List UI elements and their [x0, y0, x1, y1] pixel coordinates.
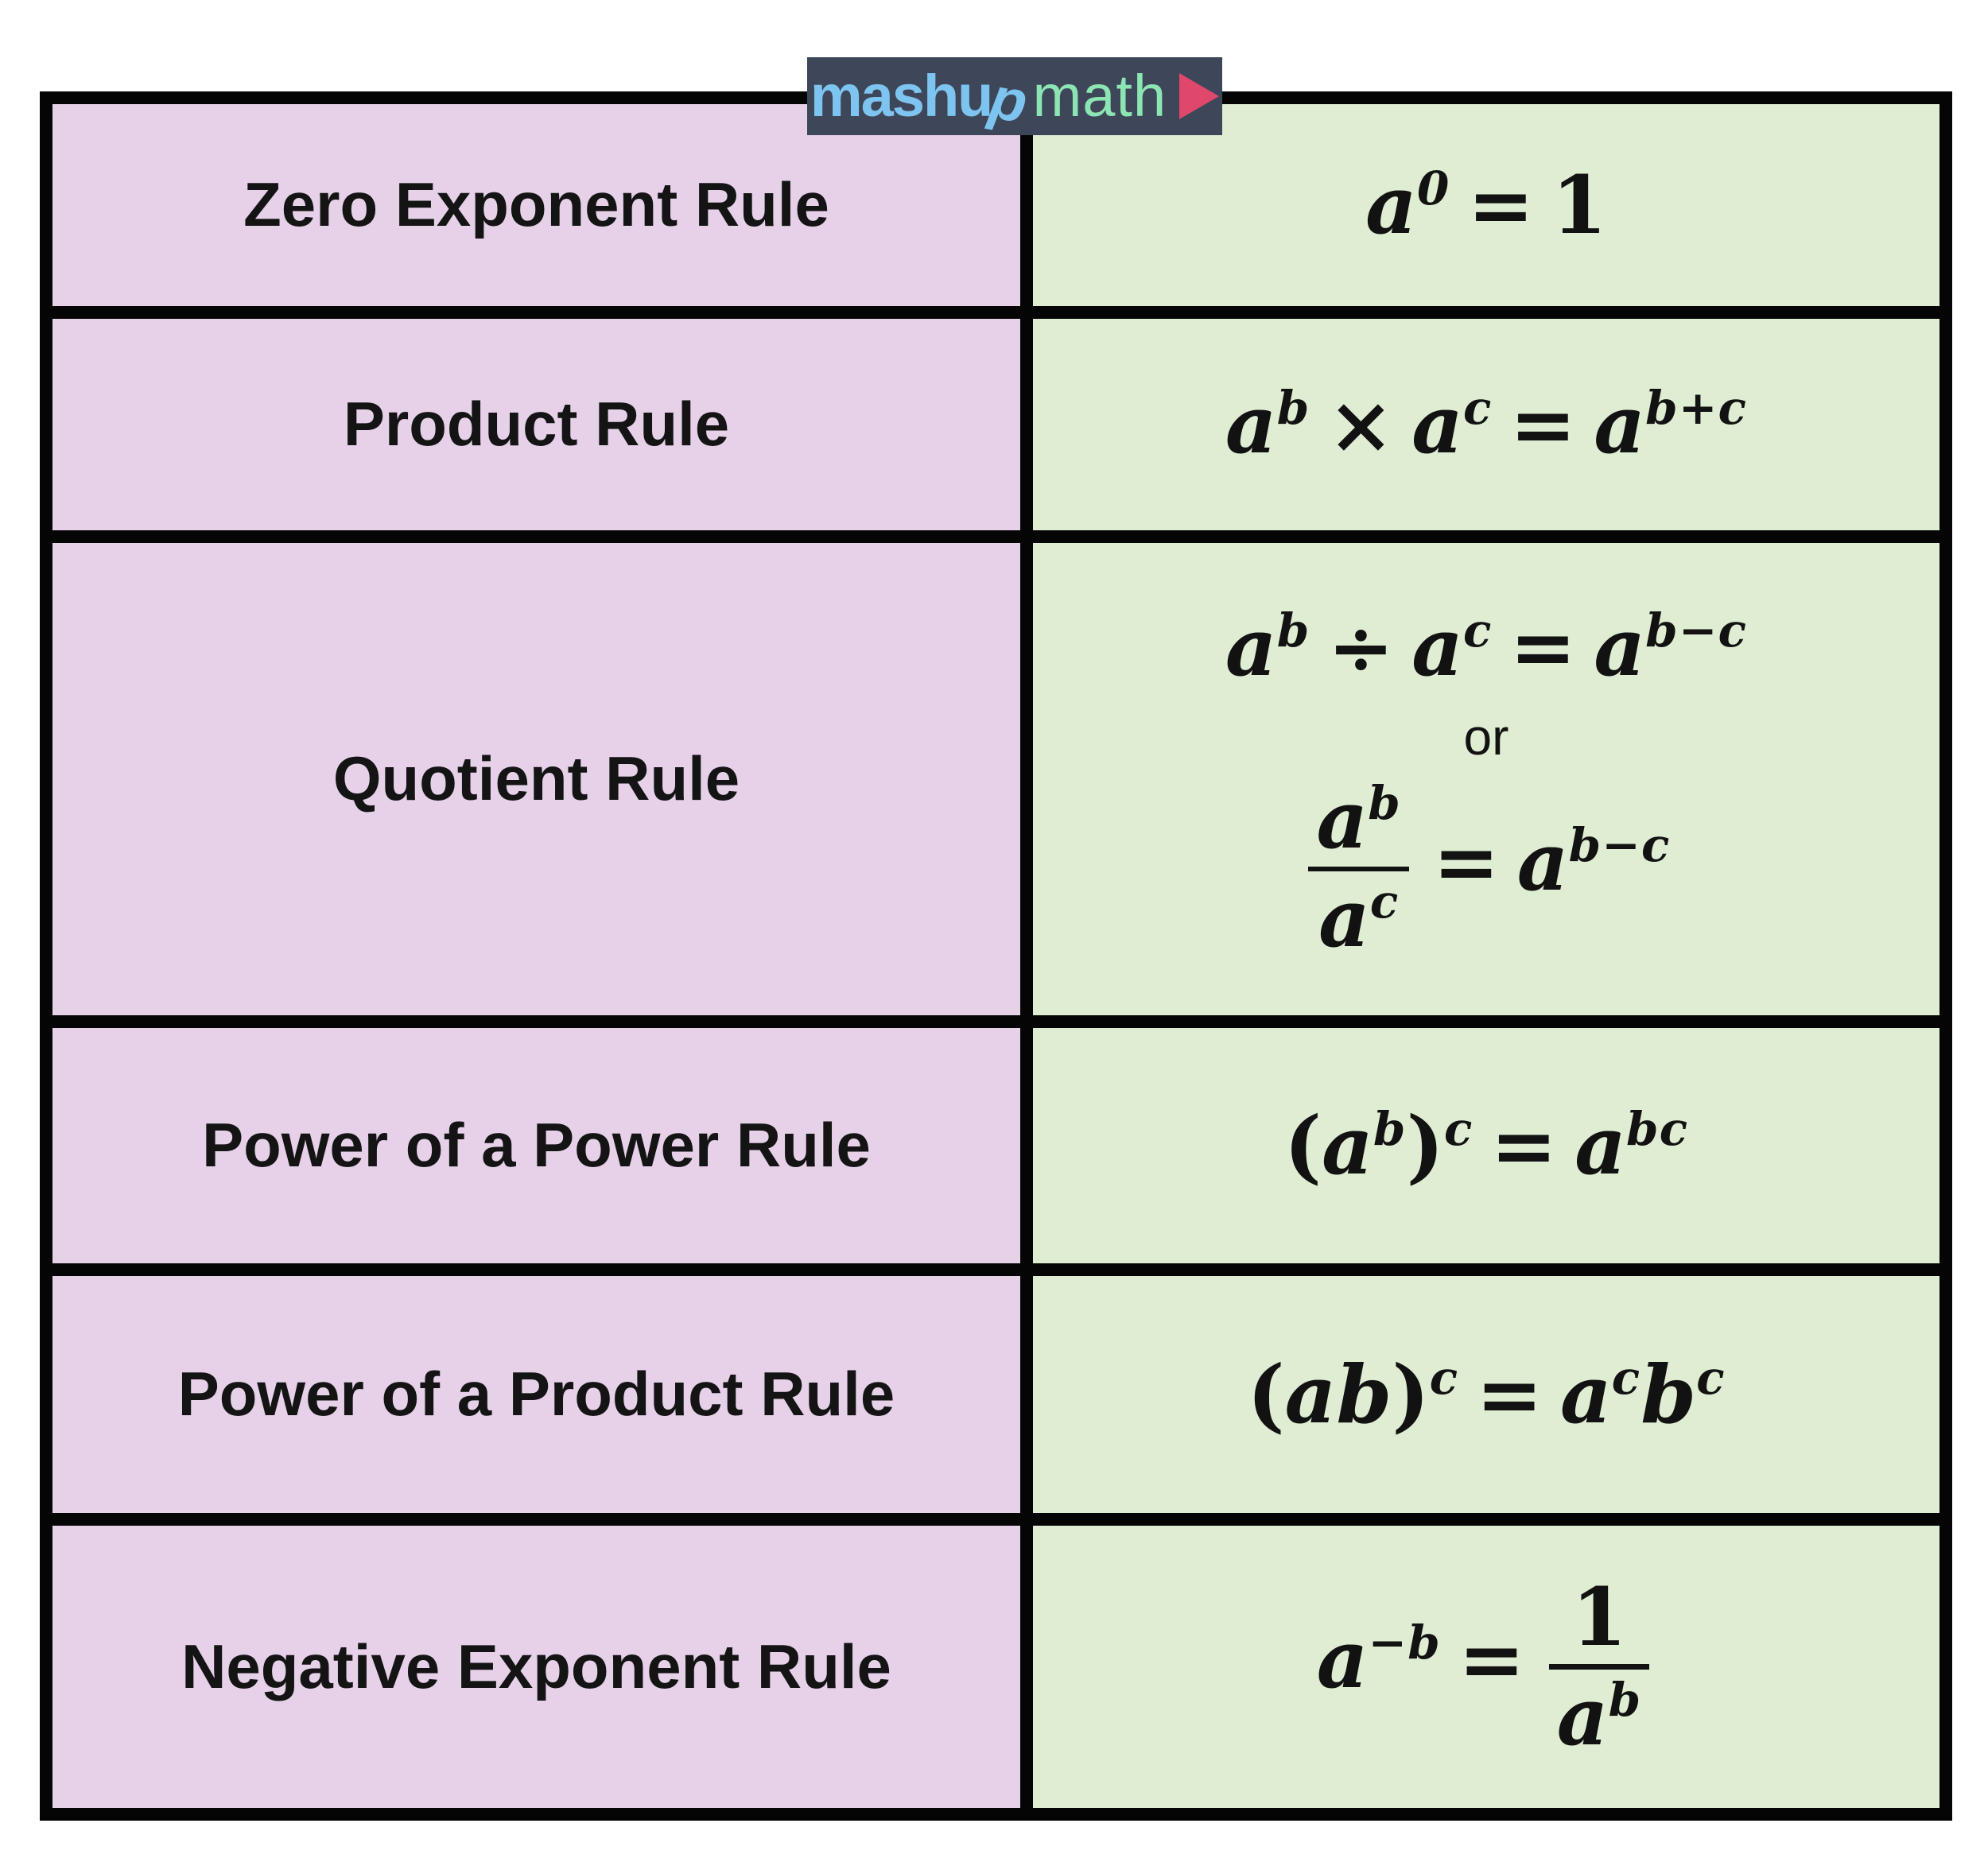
- math-var: a: [1365, 158, 1417, 252]
- math-number: (: [1247, 1348, 1285, 1441]
- logo-word-mashup: [810, 63, 1031, 136]
- math-var: a: [1225, 599, 1277, 694]
- math-operator: ×: [1327, 378, 1395, 471]
- math-superscript: bc: [1626, 1102, 1689, 1157]
- rule-name-cell: [52, 319, 1020, 530]
- rule-name: Power of a Product Rule: [177, 1359, 895, 1429]
- math-superscript: −b: [1368, 1616, 1441, 1670]
- math-superscript: c: [1429, 1351, 1459, 1406]
- math-var: a: [1556, 1669, 1609, 1763]
- math-superscript: b: [1276, 603, 1310, 658]
- math-operator: =: [1467, 158, 1535, 252]
- math-superscript: b+c: [1645, 381, 1748, 436]
- fraction-numerator: [1308, 772, 1409, 867]
- math-var: a: [1411, 378, 1464, 471]
- rule-name: Quotient Rule: [332, 743, 740, 814]
- math-operator: =: [1490, 1099, 1558, 1193]
- fraction-numerator: [1563, 1570, 1635, 1665]
- math-number: 1: [1571, 1570, 1627, 1665]
- fraction-denominator: [1310, 871, 1407, 966]
- math-superscript: b: [1368, 775, 1401, 830]
- rule-name: Power of a Power Rule: [202, 1110, 871, 1181]
- math-operator: =: [1509, 378, 1577, 471]
- formula-line: [1316, 1570, 1656, 1763]
- math-var: a: [1411, 599, 1464, 694]
- math-operator: =: [1458, 1612, 1525, 1707]
- math-var: a: [1559, 1348, 1612, 1441]
- exponent-rules-table: [40, 91, 1952, 1821]
- rule-name: Negative Exponent Rule: [181, 1631, 891, 1701]
- math-var: b: [1336, 1348, 1392, 1441]
- math-var: a: [1316, 1612, 1369, 1707]
- rule-name-cell: [52, 543, 1020, 1015]
- fraction: [1308, 772, 1409, 966]
- math-number: ): [1406, 1099, 1444, 1193]
- fraction: [1549, 1570, 1650, 1763]
- math-superscript: c: [1696, 1351, 1726, 1406]
- math-superscript: 0: [1416, 161, 1450, 216]
- formula-line: [1225, 373, 1747, 476]
- formula-cell: [1033, 1028, 1939, 1263]
- math-superscript: c: [1369, 875, 1400, 929]
- math-superscript: c: [1463, 381, 1493, 436]
- math-var: a: [1284, 1348, 1337, 1441]
- math-operator: ÷: [1327, 599, 1395, 694]
- math-number: (: [1283, 1099, 1322, 1193]
- formula-line: [1365, 153, 1607, 257]
- formula-cell: [1033, 1276, 1939, 1513]
- fraction-denominator: [1549, 1669, 1650, 1763]
- rule-name: Zero Exponent Rule: [243, 169, 829, 240]
- math-var: a: [1316, 772, 1369, 867]
- formula-cell: [1033, 319, 1939, 530]
- logo-word-mashup-head: mashu: [810, 63, 992, 129]
- math-var: a: [1594, 378, 1646, 471]
- logo-word-math: math: [1032, 63, 1167, 129]
- math-superscript: b: [1373, 1102, 1407, 1157]
- math-superscript: b: [1276, 381, 1310, 436]
- rule-name-cell: [52, 1028, 1020, 1263]
- math-var: a: [1318, 871, 1370, 966]
- math-operator: =: [1432, 814, 1500, 909]
- math-var: a: [1516, 814, 1569, 909]
- math-superscript: b−c: [1645, 603, 1748, 658]
- math-number: 1: [1551, 158, 1607, 252]
- formula-line: [1302, 772, 1671, 966]
- rule-name-cell: [52, 1276, 1020, 1513]
- math-var: a: [1574, 1099, 1627, 1193]
- formula-line: [1247, 1343, 1725, 1446]
- math-superscript: c: [1611, 1351, 1641, 1406]
- math-var: a: [1225, 378, 1277, 471]
- mashupmath-logo: [807, 57, 1222, 135]
- formula-cell: [1033, 543, 1939, 1015]
- math-operator: =: [1476, 1348, 1543, 1441]
- logo-word-mashup-tail: p: [985, 64, 1031, 136]
- formula-line: [1284, 1094, 1688, 1197]
- math-number: ): [1392, 1348, 1430, 1441]
- math-var: a: [1594, 599, 1646, 694]
- rule-name-cell: [52, 1526, 1020, 1808]
- math-var: a: [1322, 1099, 1373, 1193]
- math-var: b: [1640, 1348, 1697, 1441]
- math-superscript: b−c: [1568, 817, 1671, 872]
- math-superscript: b: [1608, 1672, 1642, 1727]
- math-superscript: c: [1443, 1102, 1474, 1157]
- math-operator: =: [1509, 599, 1577, 694]
- or-text: or: [1463, 708, 1509, 766]
- formula-cell: [1033, 1526, 1939, 1808]
- rule-name: Product Rule: [343, 389, 730, 460]
- math-superscript: c: [1463, 603, 1493, 658]
- play-triangle-icon: [1179, 73, 1219, 119]
- formula-line: [1225, 595, 1747, 699]
